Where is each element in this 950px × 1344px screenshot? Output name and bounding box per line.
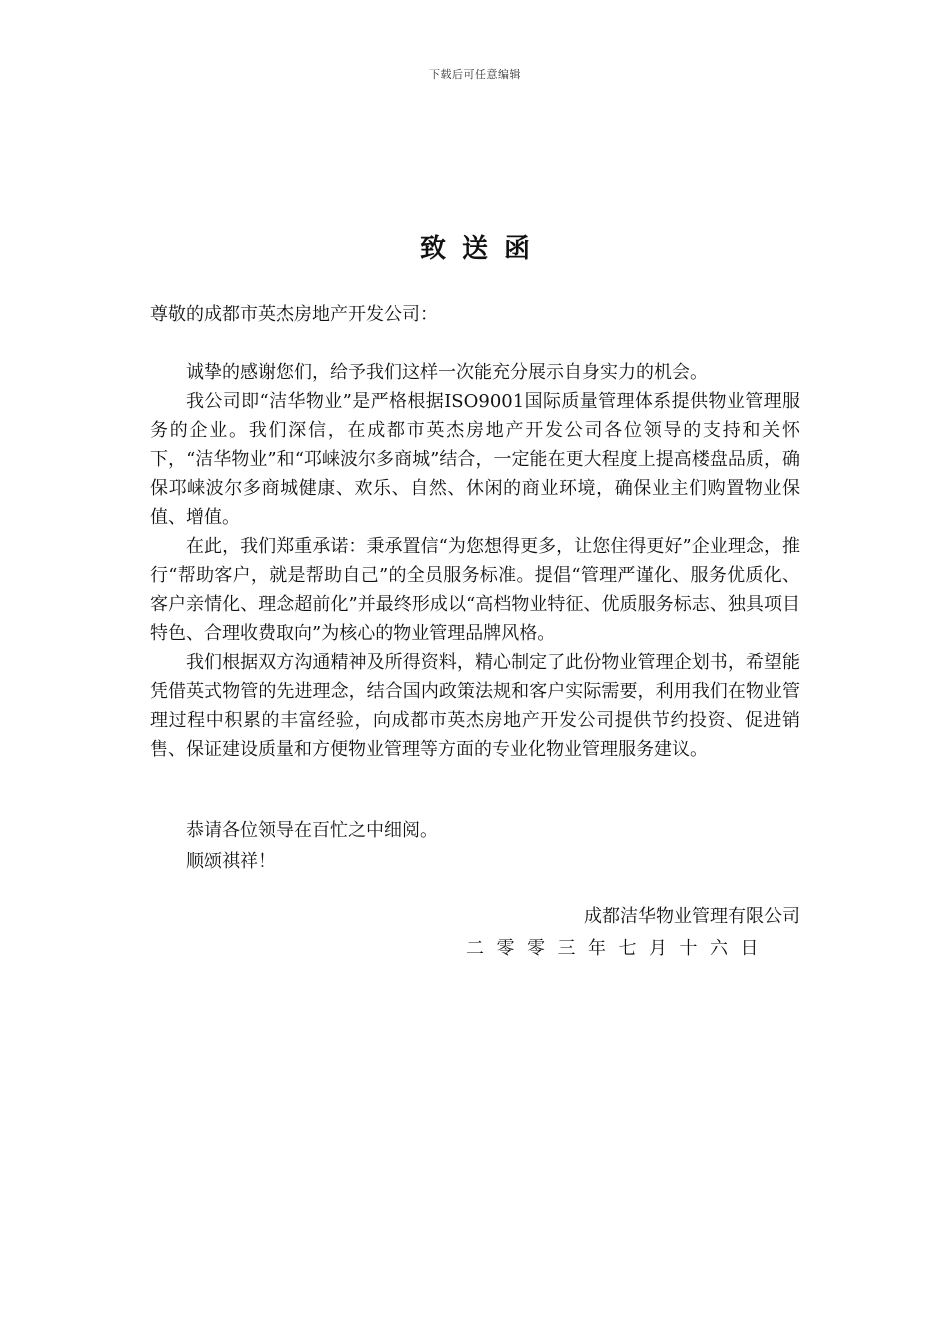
paragraph-thanks: 诚挚的感谢您们，给予我们这样一次能充分展示自身实力的机会。 <box>186 362 708 383</box>
closing-greeting: 顺颂祺祥！ <box>186 851 276 872</box>
closing-request: 恭请各位领导在百忙之中细阅。 <box>186 820 438 841</box>
paragraph-proposal: 我们根据双方沟通精神及所得资料，精心制定了此份物业管理企划书，希望能凭借英式物管的先进理念，结合国内政策法规和客户实际需要，利用我们在物业管理过程中积累的丰富经验，向成都市英杰房地产开发公司提供节约投资、促进销售、保证建设质量和方便物业管理等方面的专业化物业管理服务建议。 <box>150 652 800 760</box>
paragraph-commitment: 在此，我们郑重承诺：秉承置信“为您想得更多，让您住得更好”企业理念，推行“帮助客户，就是帮助自己”的全员服务标准。提倡“管理严谨化、服务优质化、客户亲情化、理念超前化”并最终形成以“高档物业特征、优质服务标志、独具项目特色、合理收费取向”为核心的物业管理品牌风格。 <box>150 536 800 644</box>
paragraph-company-intro: 我公司即“洁华物业”是严格根据ISO9001国际质量管理体系提供物业管理服务的企业。我们深信，在成都市英杰房地产开发公司各位领导的支持和关怀下，“洁华物业”和“邛崃波尔多商城”结合，一定能在更大程度上提高楼盘品质，确保邛崃波尔多商城健康、欢乐、自然、休闲的商业环境，确保业主们购置物业保值、增值。 <box>150 391 800 528</box>
letter-closing <box>150 815 800 877</box>
document-title: 致送函 <box>419 234 546 264</box>
header-note: 下载后可任意编辑 <box>429 68 521 81</box>
letter-body <box>150 358 800 764</box>
signature-date: 二零零三年七月十六日 <box>466 938 771 959</box>
salutation: 尊敬的成都市英杰房地产开发公司： <box>150 304 438 325</box>
signature-company: 成都洁华物业管理有限公司 <box>584 906 800 927</box>
